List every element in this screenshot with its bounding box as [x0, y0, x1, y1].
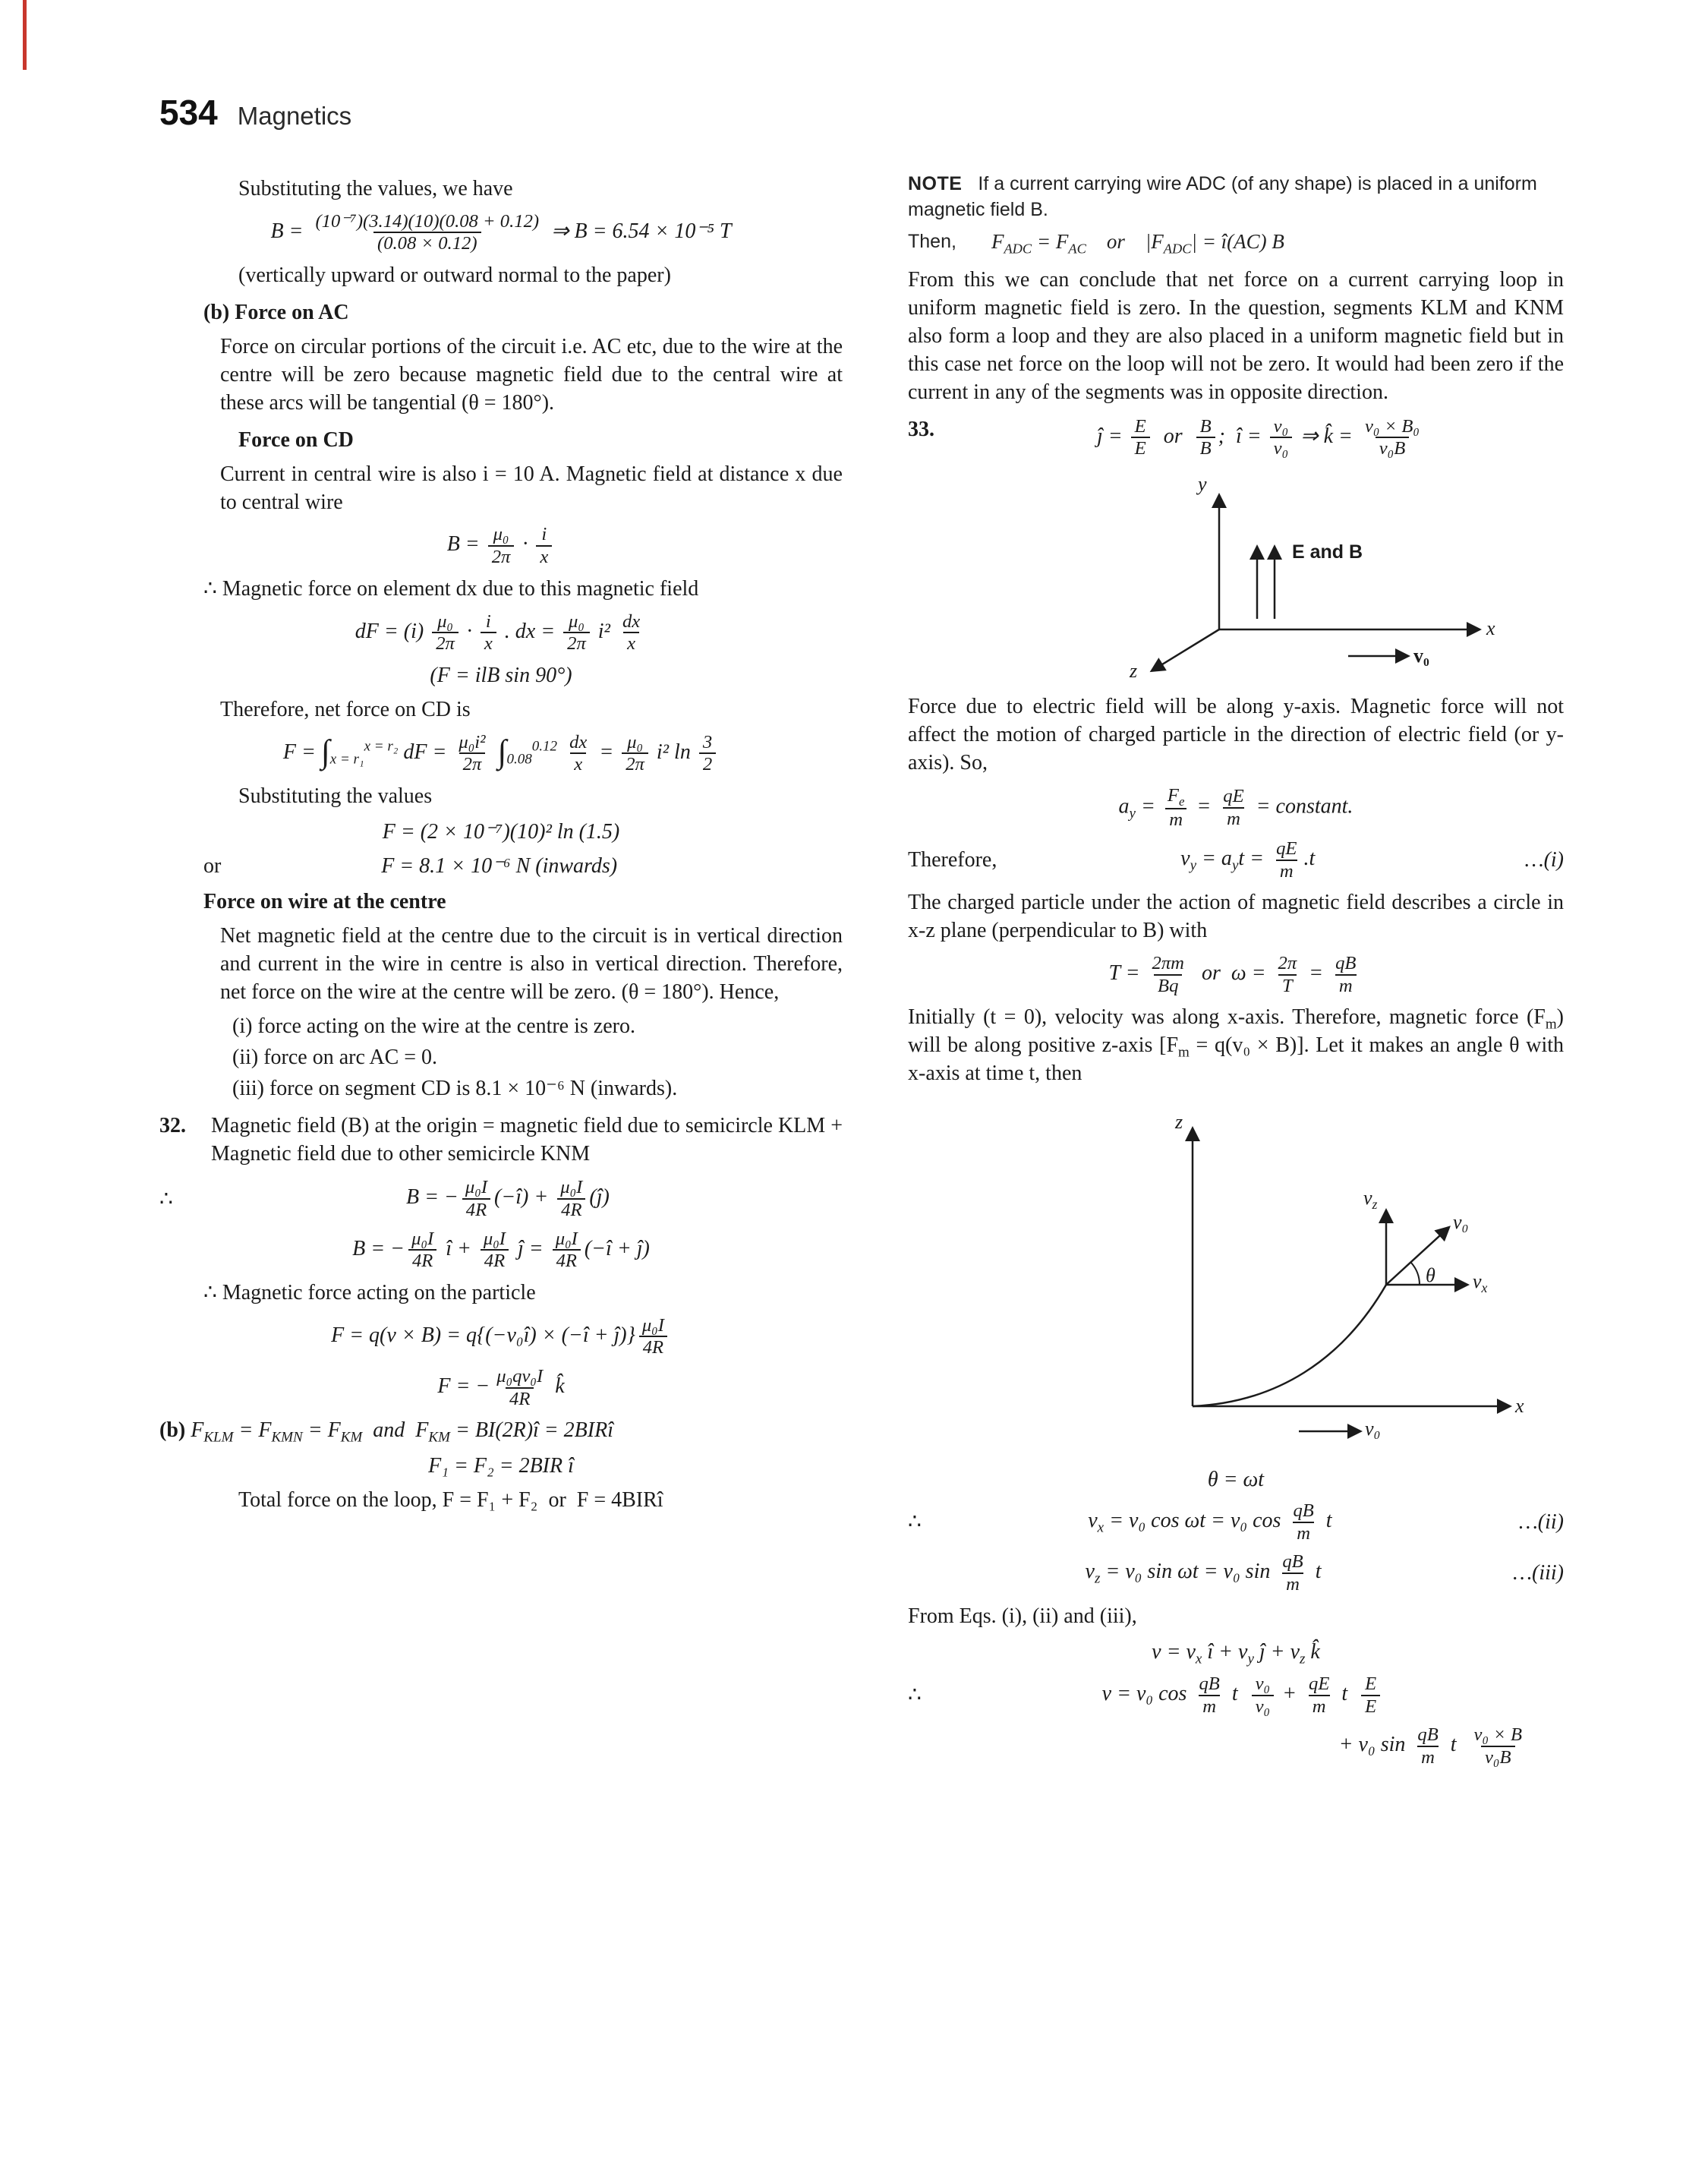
equation-number-i: …(i) [1524, 848, 1564, 872]
right-column [908, 169, 1564, 1776]
v0-label: v₀ [1413, 644, 1429, 667]
part-b-label: (b) [159, 1418, 186, 1443]
problem-33 [908, 416, 1564, 459]
theta-label: θ [1426, 1264, 1435, 1287]
paragraph-substituting-values-2: Substituting the values [238, 784, 433, 808]
equation-field-central-wire: B = $\frac{\text{μ₀}}{2\pi}$ · $\frac{i}{x}$ [159, 524, 843, 567]
problem-32 [159, 1112, 843, 1169]
problem-32-number: 32. [159, 1113, 186, 1137]
chapter-title: Magnetics [237, 102, 352, 130]
list-item-iii: (iii) force on segment CD is 8.1 × 10⁻⁶ N (inwards). [232, 1076, 678, 1100]
equation-row-iii [908, 1551, 1564, 1595]
scan-artifact-red-line [23, 0, 27, 70]
z-axis-line [1152, 629, 1219, 670]
vx-label: $v_x$ [1473, 1270, 1488, 1296]
problem-33-number: 33. [908, 417, 934, 441]
paragraph-circle-xz-plane: The charged particle under the action of magnetic field describes a circle in x-z plane (perpendicular to B) with [908, 891, 1564, 943]
paragraph-force-on-cd: Current in central wire is also i = 10 A. Magnetic field at distance x due to central wire [220, 462, 843, 514]
note-equation-fadc: $F_{ADC} = F_{AC}$ or $|F_{ADC}|$ = î(AC) B [991, 229, 1284, 257]
equation-vz: $v_z = v_0$ sin ωt = v₀ sin $\frac{qB}{m}$ t [1085, 1551, 1322, 1595]
equation-df: dF = (i) $\frac{\text{μ₀}}{2\pi}$ · $\frac{i}{x}$ . dx = $\frac{\text{μ₀}}{2\pi}$ i² $\frac{dx}{x}$ [355, 610, 641, 655]
velocity-components-svg [1136, 1099, 1530, 1456]
page-number: 534 [159, 93, 218, 132]
equation-row-i [908, 838, 1564, 882]
equation-f-ilb: (F = ilB sin 90°) [430, 663, 572, 687]
equation-row-ii [908, 1500, 1564, 1544]
therefore-symbol: ∴ [908, 1510, 922, 1535]
equation-b-origin-row [159, 1177, 843, 1220]
paragraph-magnetic-force-particle: ∴ Magnetic force acting on the particle [203, 1280, 536, 1304]
particle-trajectory-curve [1193, 1285, 1386, 1406]
equation-v-final-continued: + v₀ sin $\frac{qB}{m}$ t $\frac{\text{v₀ × B}}{\text{v₀B}}$ [1338, 1724, 1522, 1768]
paragraph-fklm [159, 1417, 843, 1445]
paragraph-total-force-loop: Total force on the loop, F = F₁ + F₂ or F = 4BIRî [238, 1488, 663, 1513]
paragraph-conclusion-loop: From this we can conclude that net force on a current carrying loop in uniform magnetic field is zero. In the question, segments KLM and KNM also form a loop and they are also placed in a uniform magnetic field but in this case net force on the loop will not be zero. It would had been zero if the current in any of the segments was in opposite direction. [908, 267, 1564, 404]
equation-number-ii: …(ii) [1518, 1510, 1564, 1535]
equation-vx: $v_x = v_0$ cos ωt = v₀ cos $\frac{qB}{m}$ t [1088, 1500, 1332, 1544]
diagram-axes-field [991, 470, 1538, 683]
paragraph-initially: Initially (t = 0), velocity was along x-axis. Therefore, magnetic force $(F_m)$ will be along positive z-axis $[F_m = q(v_0 \times B)]$. Let it makes an angle θ with x-axis at time t, then [908, 1005, 1564, 1086]
paragraph-force-element: ∴ Magnetic force on element dx due to this magnetic field [203, 576, 699, 601]
paragraph-force-electric-field: Force due to electric field will be along y-axis. Magnetic force will not affect the motion of charged particle in the direction of electric field (or y-axis). So, [908, 694, 1564, 774]
problem-33-unit-vectors-equation: ĵ = $\frac{E}{E}$ or $\frac{B}{B}$ ; î = $\frac{\text{v₀}}{\text{v₀}}$ ⇒ k̂ = $\frac{\text{v₀ × B₀}}{\text{v₀B}}$ [1096, 415, 1420, 459]
heading-force-on-ac: (b) Force on AC [203, 300, 349, 324]
paragraph-force-on-wire-centre: Net magnetic field at the centre due to the circuit is in vertical direction and current in the wire in centre is also in vertical direction. Therefore, net force on the wire at the centre will be zero. (θ = 180°). Hence, [220, 923, 843, 1004]
page-header [159, 90, 1568, 136]
equation-integral: $F = \int_{x = r_1}^{x = r_2}$ dF = $\frac{\text{μ₀i²}}{2\pi}$ $\int_{0.08}^{0.12}$ $\frac{dx}{x}$ = $\frac{\text{μ₀}}{2\pi}$ i² ln $\frac{3}{2}$ [159, 732, 843, 775]
problem-32-body [211, 1112, 843, 1169]
y-axis-label: y [1198, 472, 1207, 495]
equation-b-origin-2: B = − $\frac{\text{μ₀I}}{4R}$ î + $\frac{\text{μ₀I}}{4R}$ ĵ = $\frac{\text{μ₀I}}{4R}$ (−î + ĵ) [352, 1228, 650, 1272]
note-block [908, 171, 1564, 256]
equation-theta-omega-t: θ = ωt [1207, 1468, 1265, 1492]
equation-ay: $a_y$ = $\frac{F_e}{m}$ = $\frac{qE}{m}$ = constant. [1118, 784, 1353, 831]
equation-vy: $v_y = a_yt$ = $\frac{qE}{m}$ .t [1180, 838, 1316, 882]
equation-row-v-final [908, 1674, 1564, 1717]
two-column-layout [159, 169, 1568, 1776]
list-item-i: (i) force acting on the wire at the centre is zero. [232, 1014, 635, 1038]
problem-32-text: Magnetic field (B) at the origin = magnetic field due to semicircle KLM + Magnetic field due to other semicircle KNM [211, 1113, 843, 1166]
note-then-label: Then, [908, 231, 956, 253]
equation-number-iii: …(iii) [1513, 1561, 1564, 1585]
therefore-symbol: ∴ [908, 1683, 922, 1708]
note-paragraph [908, 171, 1564, 223]
paragraph-net-force-cd: Therefore, net force on CD is [220, 697, 471, 721]
therefore-symbol: ∴ [159, 1187, 173, 1211]
equation-f1-f2: F₁ = F₂ = 2BIR î [428, 1454, 574, 1478]
equation-v-final: v = v₀ cos $\frac{qB}{m}$ t $\frac{\text{v₀}}{\text{v₀}}$ + $\frac{qE}{m}$ t $\frac{E}{E}$ [922, 1674, 1564, 1717]
x-axis-label: x [1515, 1395, 1524, 1418]
paragraph-vertical-note: (vertically upward or outward normal to the paper) [238, 263, 671, 287]
theta-angle-arc [1411, 1263, 1420, 1285]
e-and-b-label: E and B [1292, 541, 1363, 563]
heading-force-on-wire-centre: Force on wire at the centre [203, 889, 446, 913]
v0-vector-label: v₀ [1453, 1211, 1469, 1234]
equation-b-substitution: B = $\frac{\text{(10⁻⁷)(3.14)(10)(0.08 + 0.12)}}{(0.08 \times 0.12)}$ ⇒ B = 6.54 × 10⁻⁵ T [270, 210, 732, 254]
equation-b-origin-1: B = − $\frac{\text{μ₀I}}{4R}$ (−î) + $\frac{\text{μ₀I}}{4R}$ (ĵ) [406, 1177, 610, 1221]
v0-vector-arrow [1386, 1228, 1448, 1285]
heading-force-on-cd: Force on CD [238, 427, 354, 452]
equation-f-k-hat: F = − $\frac{\text{μ₀qv₀I}}{4R}$ k̂ [437, 1366, 565, 1409]
equation-period-omega: T = $\frac{2\pi m}{Bq}$ or ω = $\frac{2\pi}{T}$ = $\frac{qB}{m}$ [1108, 953, 1357, 996]
note-text: If a current carrying wire ADC (of any shape) is placed in a uniform magnetic field B. [908, 172, 1537, 221]
note-label: NOTE [908, 172, 963, 194]
z-axis-label: z [1130, 659, 1138, 682]
equation-v-sum: $v = v_x$ î + $v_y$ ĵ + $v_z$ k̂ [1152, 1639, 1320, 1667]
paragraph-substituting-values: Substituting the values, we have [238, 176, 513, 200]
paragraph-force-on-ac: Force on circular portions of the circuit i.e. AC etc, due to the wire at the centre will be zero because magnetic field due to the central wire at these arcs will be tangential (θ = 180°). [220, 334, 843, 415]
z-axis-label: z [1175, 1111, 1183, 1134]
coordinate-axes-svg [991, 470, 1538, 683]
x-axis-label: x [1486, 617, 1495, 639]
equation-f-result-row [159, 853, 843, 879]
equation-fklm: $F_{KLM} = F_{KMN} = F_{KM}$ and $F_{KM}$ = BI(2R)î = 2BIRî [191, 1418, 613, 1446]
equation-f-result: F = 8.1 × 10⁻⁶ N (inwards) [381, 853, 618, 878]
or-label: or [203, 853, 222, 878]
paragraph-from-equations: From Eqs. (i), (ii) and (iii), [908, 1604, 1137, 1628]
equation-f-numeric: F = (2 × 10⁻⁷)(10)² ln (1.5) [382, 819, 620, 844]
diagram-velocity-components [1136, 1099, 1530, 1456]
note-then-row [908, 228, 1564, 256]
v0-below-label: v₀ [1365, 1418, 1381, 1440]
therefore-word: Therefore, [908, 848, 997, 872]
left-column [159, 169, 843, 1521]
equation-f-cross-product: F = q(v × B) = q{(−v₀î) × (−î + ĵ)} $\frac{\text{μ₀I}}{4R}$ [159, 1315, 843, 1358]
list-item-ii: (ii) force on arc AC = 0. [232, 1045, 438, 1069]
vz-label: $v_z$ [1363, 1187, 1378, 1213]
